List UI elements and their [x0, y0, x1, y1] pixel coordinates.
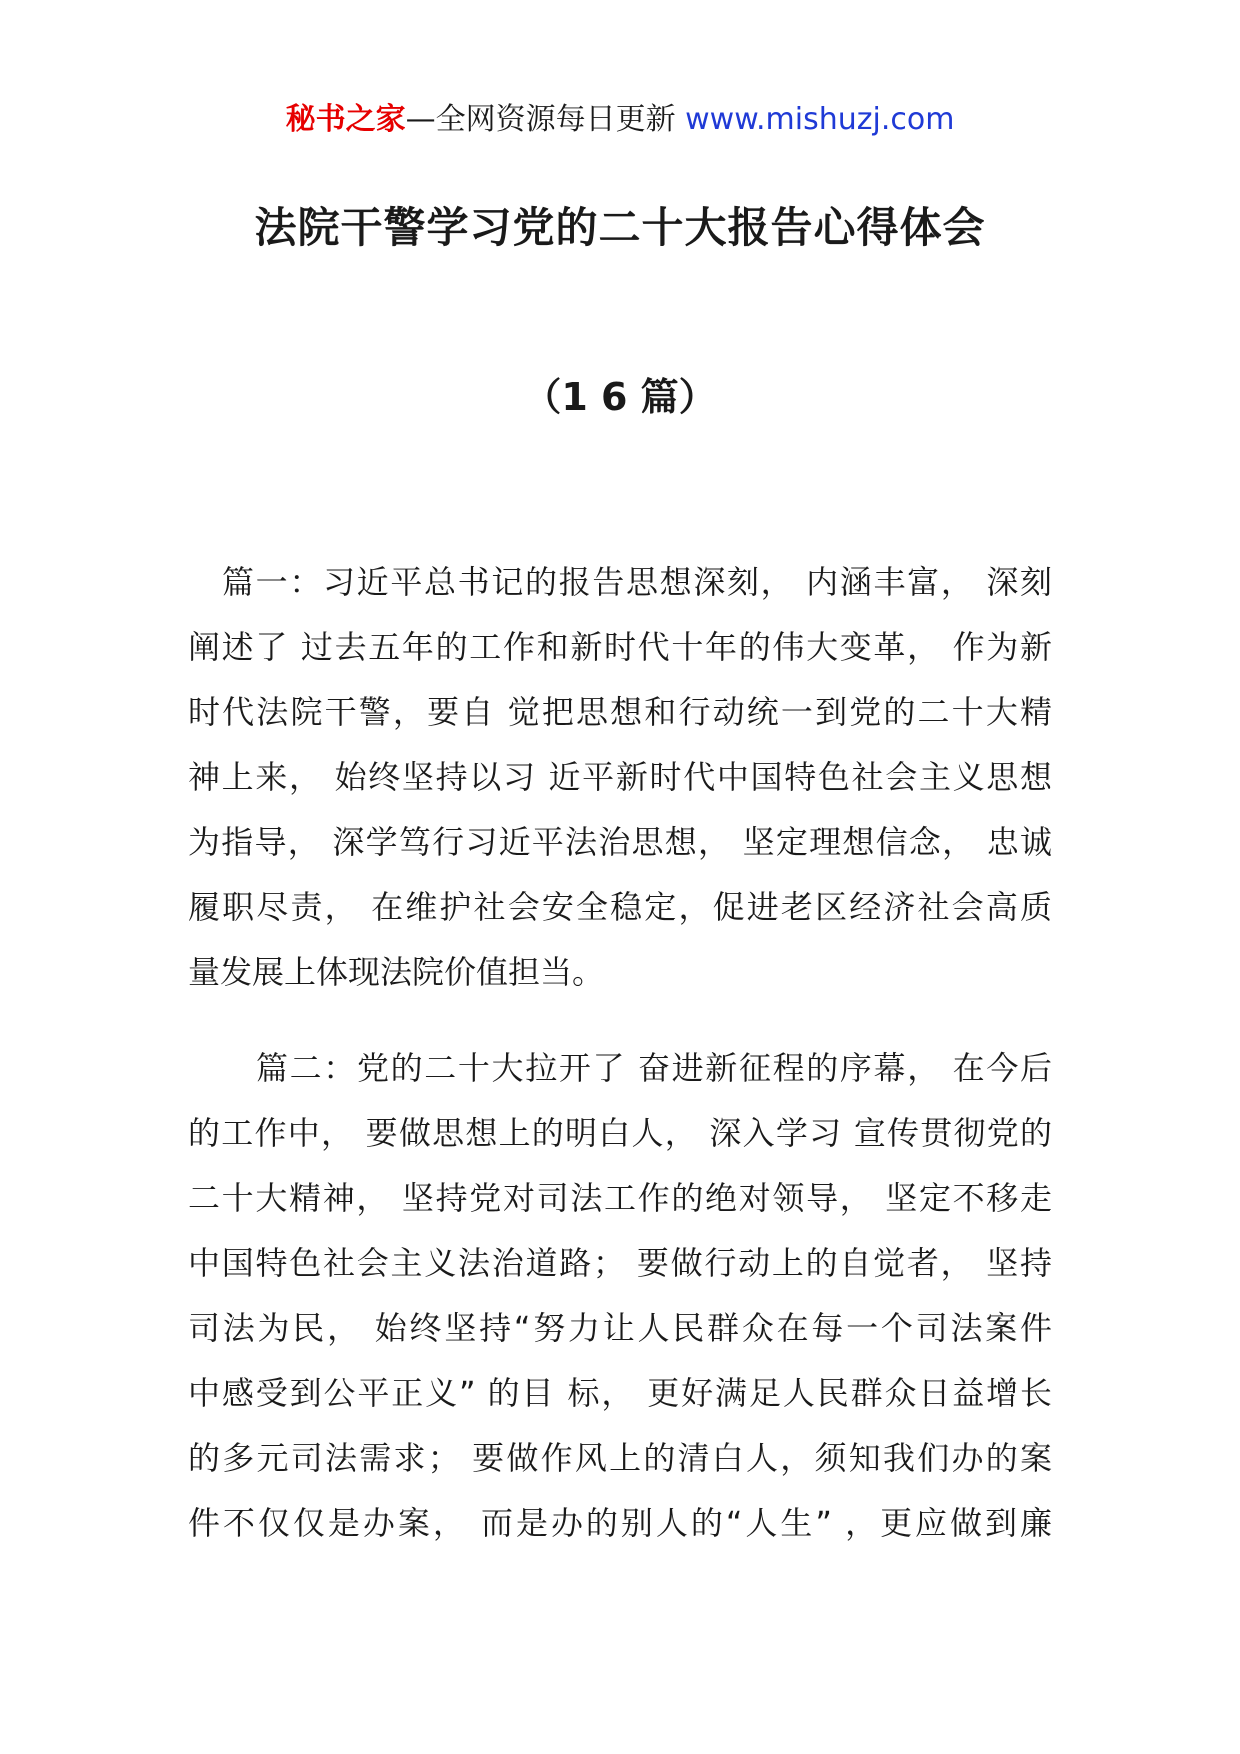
paragraph-line: 时代法院干警，要自 觉把思想和行动统一到党的二十大精 [188, 693, 1052, 731]
paragraph-line: 的工作中， 要做思想上的明白人， 深入学习 宣传贯彻党的 [188, 1114, 1052, 1152]
document-title: 法院干警学习党的二十大报告心得体会 [254, 203, 986, 252]
paragraph-line: 履职尽责， 在维护社会安全稳定，促进老区经济社会高质 [188, 888, 1052, 926]
paragraph-line: 二十大精神， 坚持党对司法工作的绝对领导， 坚定不移走 [188, 1179, 1052, 1217]
paragraph-line: 的多元司法需求； 要做作风上的清白人，须知我们办的案 [188, 1439, 1052, 1477]
site-header [0, 100, 1240, 140]
paragraph-line: 神上来， 始终坚持以习 近平新时代中国特色社会主义思想 [188, 758, 1052, 796]
paragraph-line: 阐述了 过去五年的工作和新时代十年的伟大变革， 作为新 [188, 628, 1052, 666]
paragraph-2 [188, 1036, 1052, 1556]
brand-name: 秘书之家 [285, 102, 406, 137]
site-url-link[interactable]: www.mishuzj.com [685, 102, 955, 137]
paragraph-line: 中感受到公平正义” 的目 标， 更好满足人民群众日益增长 [188, 1374, 1052, 1412]
paragraph-line: 件不仅仅是办案， 而是办的别人的“人生” ，更应做到廉 [188, 1504, 1052, 1542]
header-tagline: —全网资源每日更新 [405, 102, 686, 137]
paragraph-line: 篇一：习近平总书记的报告思想深刻， 内涵丰富， 深刻 [222, 563, 1052, 601]
paragraph-line: 篇二：党的二十大拉开了 奋进新征程的序幕， 在今后 [256, 1049, 1052, 1087]
paragraph-line: 司法为民， 始终坚持“努力让人民群众在每一个司法案件 [188, 1309, 1052, 1347]
paragraph-line: 中国特色社会主义法治道路； 要做行动上的自觉者， 坚持 [188, 1244, 1052, 1282]
document-subtitle: （1 6 篇） [523, 375, 717, 419]
paragraph-line: 为指导， 深学笃行习近平法治思想， 坚定理想信念， 忠诚 [188, 823, 1052, 861]
paragraph-line: 量发展上体现法院价值担当。 [188, 953, 605, 991]
paragraph-1 [188, 550, 1052, 1005]
